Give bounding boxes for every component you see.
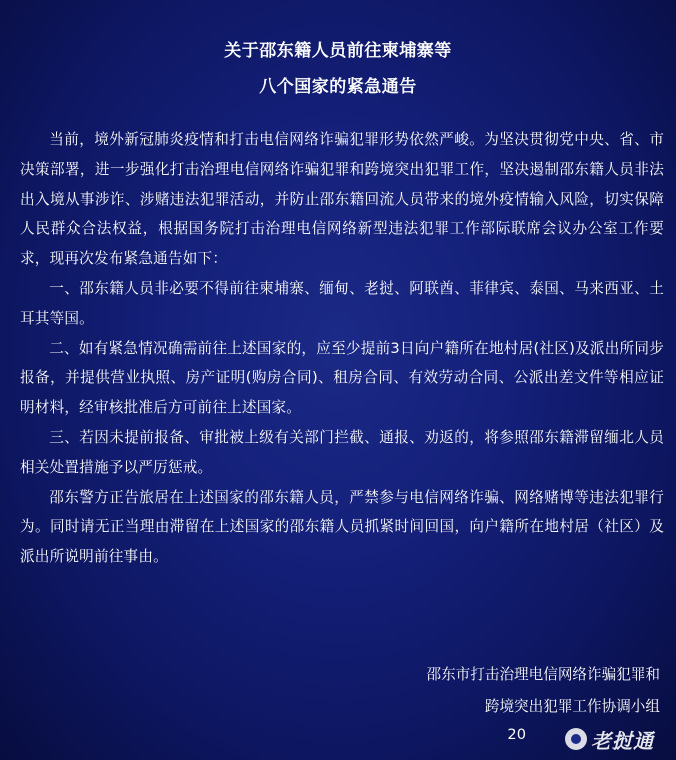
signature-line2: 跨境突出犯罪工作协调小组 [484,698,660,715]
paragraph-item-1: 一、邵东籍人员非必要不得前往柬埔寨、缅甸、老挝、阿联酋、菲律宾、泰国、马来西亚、土耳其等国。 [20,279,664,327]
paragraph-item-3: 三、若因未提前报备、审批被上级有关部门拦截、通报、劝返的，将参照邵东籍滞留缅北人员相关处置措施予以严厉惩戒。 [20,428,664,476]
notice-title-line1: 关于邵东籍人员前往柬埔寨等 [224,41,452,61]
chat-bubble-icon [565,728,587,750]
paragraph-intro: 当前，境外新冠肺炎疫情和打击电信网络诈骗犯罪形势依然严峻。为坚决贯彻党中央、省、市决策部署，进一步强化打击治理电信网络诈骗犯罪和跨境突出犯罪工作，坚决遏制邵东籍人员非法出入境从事涉诈、涉赌违法犯罪活动，并防止邵东籍回流人员带来的境外疫情输入风险，切实保障人民群众合法权益，根据国务院打击治理电信网络新型违法犯罪工作部际联席会议办公室工作要求，现再次发布紧急通告如下： [20,131,664,268]
watermark [565,724,670,754]
signature-line1: 邵东市打击治理电信网络诈骗犯罪和 [426,666,660,683]
signature-date: 20 [507,726,526,743]
notice-title-line2: 八个国家的紧急通告 [259,77,417,97]
notice-body [20,125,664,572]
paragraph-item-2: 二、如有紧急情况确需前往上述国家的，应至少提前3日向户籍所在地村居(社区)及派出所同步报备，并提供营业执照、房产证明(购房合同)、租房合同、有效劳动合同、公派出差文件等相应证明材料，经审核批准后方可前往上述国家。 [20,339,664,417]
watermark-logo: 老挝通 [591,728,654,753]
paragraph-warning: 邵东警方正告旅居在上述国家的邵东籍人员，严禁参与电信网络诈骗、网络赌博等违法犯罪行为。同时请无正当理由滞留在上述国家的邵东籍人员抓紧时间回国，向户籍所在地村居（社区）及派出所说明前往事由。 [20,488,664,566]
